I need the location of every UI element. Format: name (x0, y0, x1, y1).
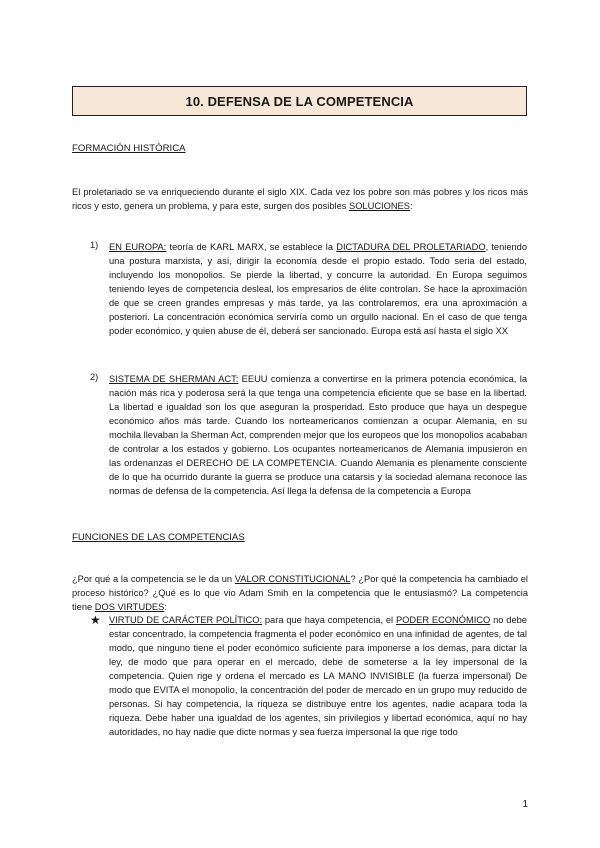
item-text-a: teoría de KARL MARX, se establece la (166, 242, 337, 252)
list-item-sherman (109, 372, 527, 498)
bullet-text-b: no debe estar concentrado, la competencia fragmenta el poder económico en una infinidad de agentes, de tal modo, que ninguno tiene el poder económico suficiente para imponerse a los demas, para dictar la ley, de modo que para operar en el mercado, debe de someterse a la ley impersonal de la competencia. Quien rige y ordena el mercado es LA MANO INVISIBLE (la fuerza impersonal) De modo que EVITA el monopolio, la concentración del poder de mercado en un grupo muy reducido de personas. Si hay competencia, la riqueza se distribuye entre los agentes, nadie acapara toda la riqueza. Debe haber una igualdad de los agentes, sin privilegios y libertad económica, aquí no hay autoridades, no hay nadie que dicte normas y sea fuerza impersonal la que rige todo (109, 615, 527, 737)
bullet-label: VIRTUD DE CARÁCTER POLÍTICO: (109, 615, 263, 625)
item-label-europa: EN EUROPA: (109, 242, 167, 252)
funciones-intro-c: : (164, 602, 167, 612)
page-number: 1 (522, 799, 528, 810)
intro-end: : (409, 201, 413, 211)
funciones-intro-b: ? ¿Por qué la competencia ha cambiado el proceso histórico? ¿Qué es lo que vio Adam Smih en la competencia que le entusiasmó? La competencia tiene (72, 574, 528, 612)
intro-text: El proletariado se va enriqueciendo durante el siglo XIX. Cada vez los pobre son más pobres y los ricos más ricos y esto, genera un problema, y para este, surgen dos posibles (72, 187, 528, 211)
item-text-b: , teniendo una postura marxista, y así, dirigir la economía desde el propio estado. Todo seria del estado, incluyendo los monopolios. Se pierde la libertad, y concurre la autoridad. En Europa seguimos teniendo leyes de competencia desleal, los empresarios de élite controlan. Se hace la aproximación de que se creen grandes empresas y más tarde, ya las controlaremos, era una aproximación a posteriori. La concentración económica serviría como un orgullo nacional. En el caso de que tenga poder económico, y quien abuse de él, deberá ser sancionado. Europa está así hasta el siglo XX (109, 242, 528, 336)
item-link-dictadura: DICTADURA DEL PROLETARIADO (336, 242, 486, 252)
valor-constitucional: VALOR CONSTITUCIONAL (234, 574, 351, 584)
section-heading-funciones: FUNCIONES DE LAS COMPETENCIAS (72, 532, 245, 543)
list-number-2: 2) (90, 372, 99, 382)
page-title-text: 10. DEFENSA DE LA COMPETENCIA (185, 93, 414, 109)
funciones-intro-a: ¿Por qué a la competencia se le da un (72, 574, 235, 584)
item-text-sherman: EEUU comienza a convertirse en la primera potencia económica, la nación más rica y poderosa será la que tenga una competencia eficiente que se base en la libertad. La libertad e igualdad son los que aseguran la prosperidad. Esto produce que haya un despegue económico años más tarde. Cuando los norteamericanos comienzan a ocupar Alemania, en su mochila llevaban la Sherman Act, comprenden mejor que los europeos que los monopolios acababan de controlar a los estados y gobierno. Los ocupantes norteamericanos de Alemania impusieron en las ordenanzas el DERECHO DE LA COMPETENCIA. Cuando Alemania es plenamente consciente de lo que ha ocurrido durante la guerra se produce una catarsis y la sociedad alemana reconoce las normas de defensa de la competencia. Así llega la defensa de la competencia a Europa (109, 374, 527, 496)
list-number-1: 1) (90, 240, 99, 250)
bullet-item-virtud-politica (109, 613, 527, 739)
bullet-text-a: para que haya competencia, el (262, 615, 396, 625)
list-item-europa (109, 240, 527, 338)
intro-paragraph (72, 185, 528, 213)
funciones-intro-paragraph (72, 572, 528, 614)
intro-soluciones: SOLUCIONES (349, 201, 410, 211)
page-title (72, 86, 527, 116)
section-heading-formacion: FORMACIÓN HISTÓRICA (72, 143, 186, 154)
dos-virtudes: DOS VIRTUDES (94, 602, 165, 612)
star-bullet-icon: ★ (90, 613, 101, 627)
item-label-sherman: SISTEMA DE SHERMAN ACT: (109, 374, 239, 384)
poder-economico: PODER ECONÓMICO (395, 615, 491, 625)
